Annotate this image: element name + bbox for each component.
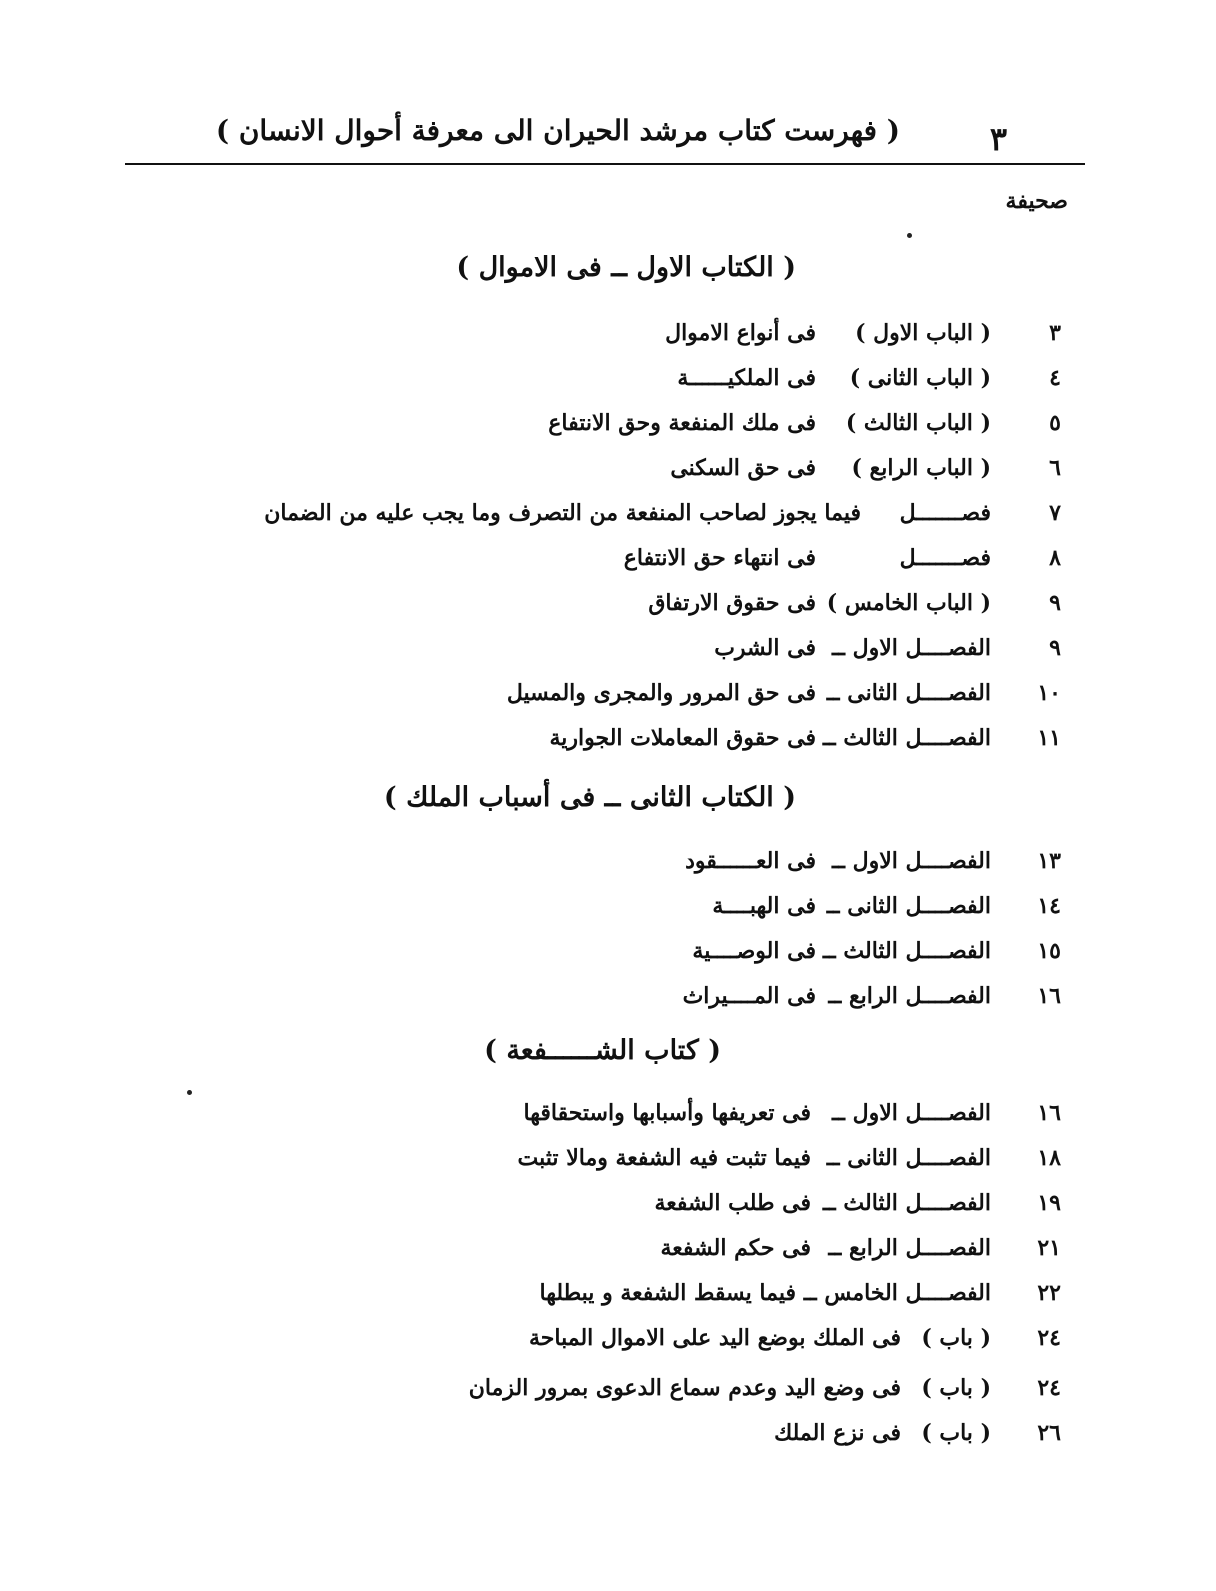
entry-label: فصـــــــل [899, 545, 991, 571]
entry-title: فى حق السكنى [670, 455, 816, 481]
page-header [125, 108, 1045, 160]
entry-page: ٢٤ [1037, 1375, 1061, 1401]
entry-label: الفصــــل الثالث ــ [822, 1190, 991, 1216]
entry-title: فى الملك بوضع اليد على الاموال المباحة [529, 1325, 901, 1351]
entry-label: الفصــــل الاول ــ [832, 635, 991, 661]
page-column-label: صحيفة [1005, 188, 1068, 214]
entry-page: ١٦ [1037, 983, 1061, 1009]
entry-page: ١٠ [1037, 680, 1061, 706]
entry-label: الفصــــل الخامس ــ [803, 1280, 991, 1306]
entry-label: الفصــــل الاول ــ [832, 1100, 991, 1126]
page-number: ٣ [989, 120, 1007, 158]
entry-title: فى طلب الشفعة [654, 1190, 811, 1216]
entry-page: ٢٤ [1037, 1325, 1061, 1351]
entry-title: فى حكم الشفعة [660, 1235, 811, 1261]
entry-page: ٢٦ [1037, 1420, 1061, 1446]
entry-title: فى حقوق المعاملات الجوارية [549, 725, 816, 751]
entry-title: فى نزع الملك [774, 1420, 901, 1446]
entry-label: الفصــــل الرابع ــ [828, 1235, 991, 1261]
entry-title: فى حق المرور والمجرى والمسيل [506, 680, 816, 706]
entry-page: ٨ [1049, 545, 1061, 571]
entry-title: فى المــــيراث [682, 983, 816, 1009]
entry-label: الفصــــل الرابع ــ [828, 983, 991, 1009]
entry-title: فى الوصــــية [692, 938, 816, 964]
entry-title: فى الشرب [714, 635, 816, 661]
entry-page: ١٨ [1037, 1145, 1061, 1171]
entry-label: الفصــــل الثالث ــ [822, 938, 991, 964]
entry-page: ١٦ [1037, 1100, 1061, 1126]
entry-label: الفصــــل الثانى ــ [826, 893, 991, 919]
entry-title: فى انتهاء حق الانتفاع [623, 545, 816, 571]
entry-label: ( الباب الرابع ) [851, 455, 991, 481]
entry-label: الفصــــل الثالث ــ [822, 725, 991, 751]
entry-title: فى الهبــــة [712, 893, 816, 919]
entry-label: فصـــــــل [899, 500, 991, 526]
entry-page: ١٤ [1037, 893, 1061, 919]
header-rule [125, 163, 1085, 165]
entry-title: فى أنواع الاموال [665, 320, 816, 346]
entry-title: فى تعريفها وأسبابها واستحقاقها [523, 1100, 811, 1126]
entry-label: ( الباب الخامس ) [826, 590, 991, 616]
entry-page: ٥ [1049, 410, 1061, 436]
book-heading-2: ( الكتاب الثانى ــ فى أسباب الملك ) [383, 782, 796, 813]
entry-page: ٢١ [1037, 1235, 1061, 1261]
speck-mark [907, 233, 912, 238]
entry-label: ( باب ) [921, 1325, 991, 1351]
entry-title: فيما يسقط الشفعة و يبطلها [539, 1280, 796, 1306]
entry-label: الفصــــل الثانى ــ [826, 1145, 991, 1171]
book-heading-3: ( كتاب الشــــــفعة ) [484, 1035, 721, 1066]
entry-title: فى الملكيــــــة [677, 365, 816, 391]
entry-label: ( الباب الثالث ) [845, 410, 991, 436]
entry-title: فى حقوق الارتفاق [648, 590, 816, 616]
entry-page: ٤ [1049, 365, 1061, 391]
entry-page: ٩ [1049, 635, 1061, 661]
book-heading-1: ( الكتاب الاول ــ فى الاموال ) [456, 252, 796, 283]
entry-label: ( باب ) [921, 1375, 991, 1401]
speck-mark [187, 1090, 192, 1095]
entry-page: ١٣ [1037, 848, 1061, 874]
entry-label: ( باب ) [921, 1420, 991, 1446]
entry-page: ٦ [1049, 455, 1061, 481]
entry-page: ١٥ [1037, 938, 1061, 964]
entry-page: ١١ [1037, 725, 1061, 751]
entry-label: الفصــــل الاول ــ [832, 848, 991, 874]
entry-label: ( الباب الثانى ) [849, 365, 991, 391]
entry-title: فى العــــــقود [685, 848, 816, 874]
entry-page: ١٩ [1037, 1190, 1061, 1216]
entry-title: فيما تثبت فيه الشفعة ومالا تثبت [517, 1145, 811, 1171]
entry-page: ٩ [1049, 590, 1061, 616]
entry-page: ٢٢ [1037, 1280, 1061, 1306]
entry-page: ٧ [1049, 500, 1061, 526]
page-title: ( فهرست كتاب مرشد الحيران الى معرفة أحوال الانسان ) [215, 114, 900, 147]
entry-title: فى ملك المنفعة وحق الانتفاع [548, 410, 816, 436]
entry-label: ( الباب الاول ) [855, 320, 991, 346]
entry-title: فى وضع اليد وعدم سماع الدعوى بمرور الزمان [468, 1375, 901, 1401]
entry-label: الفصــــل الثانى ــ [826, 680, 991, 706]
entry-page: ٣ [1049, 320, 1061, 346]
entry-title: فيما يجوز لصاحب المنفعة من التصرف وما يجب عليه من الضمان [264, 500, 861, 526]
